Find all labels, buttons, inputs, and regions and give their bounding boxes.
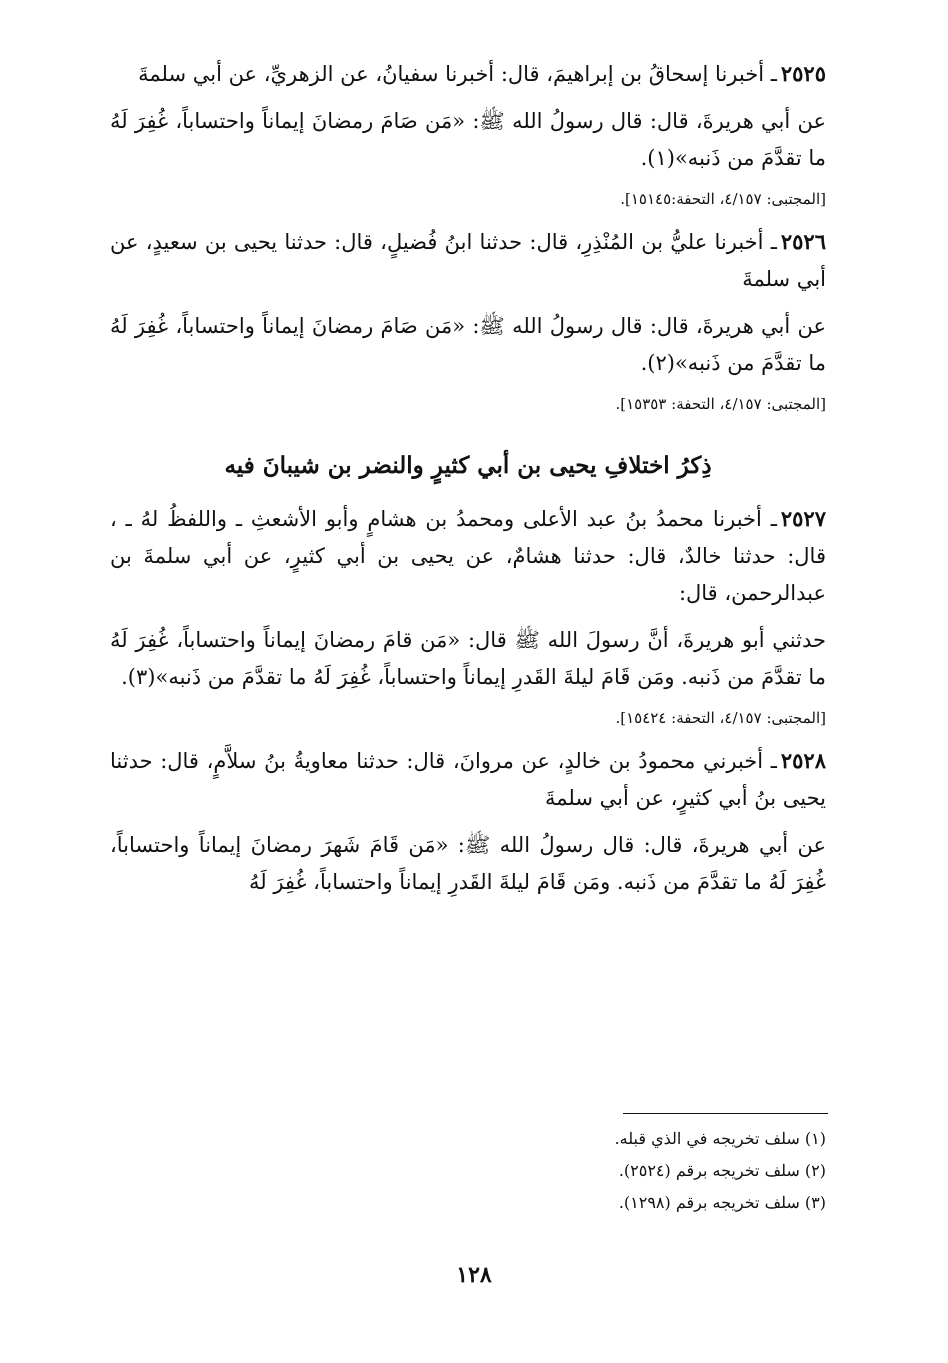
hadith-2526-matn: [110, 308, 826, 382]
hadith-number: ٢٥٢٧: [780, 506, 826, 531]
footnote-3: (٣) سلف تخريجه برقم (١٢٩٨).: [618, 1193, 826, 1212]
hadith-2526-reference: [110, 392, 826, 416]
section-heading: ذِكرُ اختلافِ يحيى بن أبي كثيرٍ والنضر بن شيبانَ فيه: [224, 452, 712, 479]
footnote-separator: [623, 1113, 828, 1114]
paragraph-text: ـ أخبرني محمودُ بن خالدٍ، عن مروانَ، قال: حدثنا معاويةُ بنُ سلاَّمٍ، قال: حدثنا يحيى بنُ أبي كثيرٍ، عن أبي سلمةَ: [110, 749, 826, 810]
footnotes: [326, 1123, 826, 1219]
hadith-2528-isnad: [110, 742, 826, 817]
paragraph-text: عن أبي هريرةَ، قال: قال رسولُ الله ﷺ: «مَن قَامَ شَهرَ رمضانَ إيماناً واحتساباً، غُفِرَ لَهُ ما تقدَّمَ من ذَنبه. ومَن قَامَ ليلةَ القَدرِ إيماناً واحتساباً، غُفِرَ لَهُ: [110, 833, 826, 894]
paragraph-text: عن أبي هريرةَ، قال: قال رسولُ الله ﷺ: «مَن صَامَ رمضانَ إيماناً واحتساباً، غُفِرَ لَهُ ما تقدَّمَ من ذَنبه»(١).: [110, 109, 826, 170]
hadith-2527-reference: [110, 706, 826, 730]
paragraph-text: ـ أخبرنا إسحاقُ بن إبراهيمَ، قال: أخبرنا سفيانُ، عن الزهريِّ، عن أبي سلمةَ: [138, 62, 777, 86]
hadith-number: ٢٥٢٥: [780, 61, 826, 86]
hadith-number: ٢٥٢٦: [780, 229, 826, 254]
hadith-2526-isnad: [110, 223, 826, 298]
reference-text: [المجتبى: ٤/١٥٧، التحفة: ١٥٣٥٣].: [615, 395, 826, 413]
hadith-2527-isnad: [110, 500, 826, 612]
hadith-2528-matn: [110, 827, 826, 901]
footnote-1: (١) سلف تخريجه في الذي قبله.: [614, 1129, 826, 1148]
hadith-2527-matn: [110, 622, 826, 696]
page-number: ١٢٨: [456, 1262, 492, 1288]
hadith-number: ٢٥٢٨: [780, 748, 826, 773]
footnote-2: (٢) سلف تخريجه برقم (٢٥٢٤).: [618, 1161, 826, 1180]
paragraph-text: عن أبي هريرةَ، قال: قال رسولُ الله ﷺ: «مَن صَامَ رمضانَ إيماناً واحتساباً، غُفِرَ لَهُ ما تقدَّمَ من ذَنبه»(٢).: [110, 314, 826, 375]
hadith-2525-reference: [110, 187, 826, 211]
paragraph-text: حدثني أبو هريرةَ، أنَّ رسولَ الله ﷺ قال: «مَن قامَ رمضانَ إيماناً واحتساباً، غُفِرَ لَهُ ما تقدَّمَ من ذَنبه. ومَن قَامَ ليلةَ القَدرِ إيماناً واحتساباً، غُفِرَ لَهُ ما تقدَّمَ من ذَنبه»(٣).: [110, 628, 826, 689]
paragraph-text: ـ أخبرنا عليُّ بن المُنْذِرِ، قال: حدثنا ابنُ فُضيلٍ، قال: حدثنا يحيى بن سعيدٍ، عن أبي سلمةَ: [110, 230, 826, 291]
hadith-2525-matn: [110, 103, 826, 177]
reference-text: [المجتبى: ٤/١٥٧، التحفة:١٥١٤٥].: [620, 190, 826, 208]
hadith-2525-isnad: [110, 55, 826, 93]
page-body: [110, 55, 826, 911]
paragraph-text: ـ أخبرنا محمدُ بنُ عبد الأعلى ومحمدُ بن هشامٍ وأبو الأشعثِ ـ واللفظُ لهُ ـ ، قال: حدثنا خالدٌ، قال: حدثنا هشامٌ، عن يحيى بن أبي كثيرٍ، عن أبي سلمةَ بن عبدالرحمن، قال:: [110, 507, 826, 605]
reference-text: [المجتبى: ٤/١٥٧، التحفة: ١٥٤٢٤].: [615, 709, 826, 727]
